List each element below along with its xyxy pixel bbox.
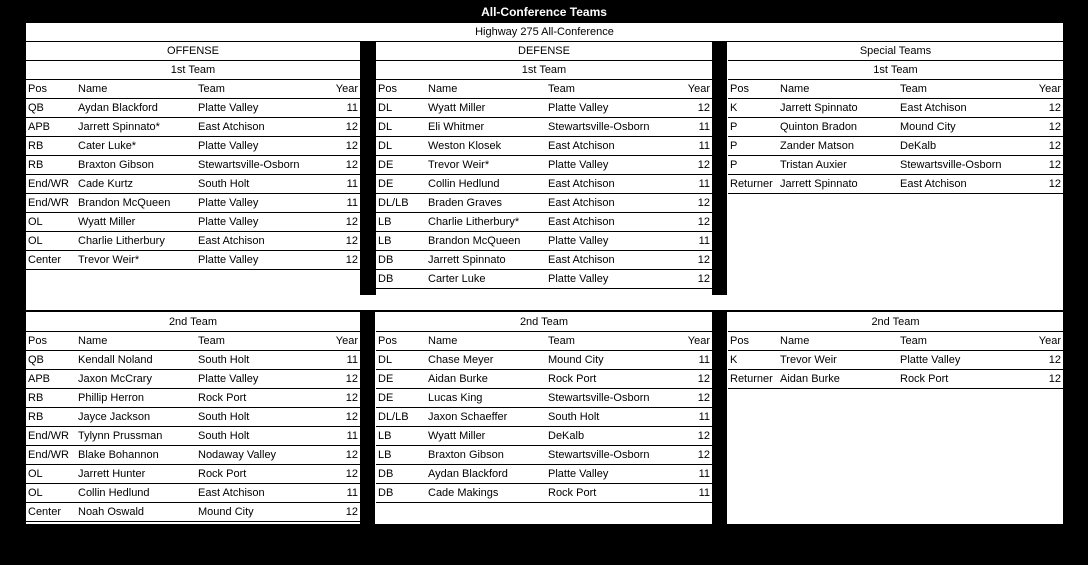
cell-year: 11 bbox=[346, 487, 358, 499]
table-row bbox=[376, 194, 712, 213]
cell-pos: DB bbox=[378, 273, 394, 285]
cell-name: Phillip Herron bbox=[78, 392, 145, 404]
table-row bbox=[26, 175, 360, 194]
cell-team: East Atchison bbox=[548, 178, 615, 190]
cell-team: East Atchison bbox=[548, 254, 615, 266]
cell-team: South Holt bbox=[198, 178, 250, 190]
cell-team: Rock Port bbox=[548, 487, 597, 499]
cell-name: Wyatt Miller bbox=[78, 216, 136, 228]
cell-pos: P bbox=[730, 121, 738, 133]
team-label: 1st Team bbox=[873, 64, 918, 76]
table-row bbox=[376, 99, 712, 118]
cell-team: East Atchison bbox=[198, 121, 265, 133]
cell-name: Eli Whitmer bbox=[428, 121, 485, 133]
cell-year: 12 bbox=[345, 506, 358, 518]
cell-pos: End/WR bbox=[28, 430, 69, 442]
cell-name: Brandon McQueen bbox=[78, 197, 171, 209]
cell-year: 12 bbox=[1048, 140, 1061, 152]
cell-pos: QB bbox=[28, 354, 44, 366]
table-row bbox=[728, 156, 1063, 175]
cell-team: Platte Valley bbox=[548, 468, 609, 480]
cell-pos: Center bbox=[28, 254, 62, 266]
column-header-year: Year bbox=[1038, 83, 1061, 95]
cell-pos: RB bbox=[28, 140, 44, 152]
cell-pos: LB bbox=[378, 235, 392, 247]
cell-team: Mound City bbox=[548, 354, 604, 366]
cell-team: Platte Valley bbox=[198, 254, 259, 266]
table-row bbox=[728, 175, 1063, 194]
defense-second-team bbox=[376, 313, 712, 503]
column-gap bbox=[360, 42, 376, 295]
table-row bbox=[26, 251, 360, 270]
cell-year: 11 bbox=[346, 354, 358, 366]
cell-year: 12 bbox=[345, 216, 358, 228]
column-header-row bbox=[376, 80, 712, 99]
cell-name: Charlie Litherbury bbox=[78, 235, 165, 247]
table-row bbox=[26, 232, 360, 251]
table-row bbox=[26, 99, 360, 118]
cell-pos: DL/LB bbox=[378, 411, 409, 423]
cell-pos: End/WR bbox=[28, 178, 69, 190]
table-row bbox=[376, 484, 712, 503]
cell-team: East Atchison bbox=[198, 487, 265, 499]
cell-name: Tylynn Prussman bbox=[78, 430, 163, 442]
column-header-row bbox=[26, 332, 360, 351]
cell-team: Platte Valley bbox=[548, 273, 609, 285]
cell-year: 11 bbox=[346, 178, 358, 190]
cell-name: Collin Hedlund bbox=[78, 487, 150, 499]
cell-name: Noah Oswald bbox=[78, 506, 145, 518]
cell-year: 11 bbox=[698, 178, 710, 190]
cell-year: 12 bbox=[345, 468, 358, 480]
cell-team: Platte Valley bbox=[548, 102, 609, 114]
cell-name: Weston Klosek bbox=[428, 140, 502, 152]
table-row bbox=[376, 370, 712, 389]
table-row bbox=[376, 446, 712, 465]
cell-name: Jarrett Spinnato bbox=[780, 178, 858, 190]
cell-year: 12 bbox=[697, 254, 710, 266]
cell-year: 12 bbox=[345, 235, 358, 247]
special-first-table bbox=[728, 42, 1063, 194]
cell-name: Zander Matson bbox=[780, 140, 854, 152]
cell-pos: DB bbox=[378, 254, 394, 266]
cell-pos: LB bbox=[378, 216, 392, 228]
column-header-pos: Pos bbox=[378, 83, 397, 95]
cell-year: 12 bbox=[697, 449, 710, 461]
cell-name: Jaxon McCrary bbox=[78, 373, 152, 385]
cell-team: Platte Valley bbox=[198, 197, 259, 209]
cell-pos: APB bbox=[28, 121, 51, 133]
cell-team: Rock Port bbox=[900, 373, 949, 385]
cell-name: Wyatt Miller bbox=[428, 102, 486, 114]
cell-pos: K bbox=[730, 354, 738, 366]
cell-year: 12 bbox=[345, 121, 358, 133]
table-row bbox=[26, 465, 360, 484]
table-row bbox=[26, 389, 360, 408]
cell-name: Jarrett Hunter bbox=[78, 468, 146, 480]
cell-pos: RB bbox=[28, 392, 44, 404]
table-row bbox=[26, 156, 360, 175]
table-row bbox=[26, 446, 360, 465]
cell-year: 12 bbox=[1048, 102, 1061, 114]
column-gap bbox=[712, 42, 727, 295]
special-second-table bbox=[728, 313, 1063, 389]
cell-year: 12 bbox=[697, 273, 710, 285]
cell-team: Nodaway Valley bbox=[198, 449, 277, 461]
cell-team: Platte Valley bbox=[198, 373, 259, 385]
table-row bbox=[26, 503, 360, 522]
offense-heading: OFFENSE bbox=[167, 45, 219, 57]
conference-subtitle: Highway 275 All-Conference bbox=[26, 23, 1063, 42]
cell-team: South Holt bbox=[198, 354, 250, 366]
cell-name: Charlie Litherbury* bbox=[428, 216, 520, 228]
cell-team: East Atchison bbox=[548, 216, 615, 228]
table-row bbox=[376, 408, 712, 427]
cell-pos: DE bbox=[378, 373, 394, 385]
special-first-team bbox=[728, 42, 1063, 194]
column-header-pos: Pos bbox=[28, 335, 47, 347]
defense-heading: DEFENSE bbox=[518, 45, 570, 57]
cell-team: East Atchison bbox=[198, 235, 265, 247]
defense-first-table bbox=[376, 42, 712, 289]
cell-team: Stewartsville-Osborn bbox=[198, 159, 300, 171]
cell-year: 11 bbox=[698, 487, 710, 499]
cell-name: Trevor Weir* bbox=[78, 254, 140, 266]
cell-pos: DE bbox=[378, 178, 394, 190]
table-row bbox=[728, 370, 1063, 389]
cell-name: Jayce Jackson bbox=[78, 411, 151, 423]
column-header-row bbox=[376, 332, 712, 351]
section-divider bbox=[26, 310, 1063, 312]
cell-team: Platte Valley bbox=[548, 235, 609, 247]
cell-name: Aydan Blackford bbox=[78, 102, 158, 114]
cell-team: East Atchison bbox=[900, 102, 967, 114]
table-row bbox=[376, 118, 712, 137]
cell-year: 11 bbox=[346, 430, 358, 442]
column-header-year: Year bbox=[1038, 335, 1061, 347]
cell-team: Rock Port bbox=[548, 373, 597, 385]
cell-team: Stewartsville-Osborn bbox=[900, 159, 1002, 171]
cell-team: Stewartsville-Osborn bbox=[548, 449, 650, 461]
column-gap bbox=[712, 311, 727, 524]
column-header-name: Name bbox=[428, 83, 458, 95]
cell-year: 12 bbox=[345, 140, 358, 152]
cell-name: Tristan Auxier bbox=[780, 159, 847, 171]
cell-team: Platte Valley bbox=[198, 216, 259, 228]
cell-name: Cater Luke* bbox=[78, 140, 137, 152]
column-header-pos: Pos bbox=[28, 83, 47, 95]
cell-pos: RB bbox=[28, 411, 44, 423]
table-row bbox=[376, 427, 712, 446]
page-title: All-Conference Teams bbox=[481, 5, 607, 19]
column-header-name: Name bbox=[78, 83, 108, 95]
cell-pos: LB bbox=[378, 430, 392, 442]
column-header-row bbox=[728, 80, 1063, 99]
cell-name: Blake Bohannon bbox=[78, 449, 159, 461]
cell-pos: OL bbox=[28, 468, 43, 480]
table-row bbox=[728, 137, 1063, 156]
table-row bbox=[26, 213, 360, 232]
cell-pos: OL bbox=[28, 235, 43, 247]
cell-pos: DL bbox=[378, 354, 393, 366]
special-heading: Special Teams bbox=[859, 45, 932, 57]
offense-second-table bbox=[26, 313, 360, 522]
table-row bbox=[728, 118, 1063, 137]
defense-first-team bbox=[376, 42, 712, 289]
column-header-team: Team bbox=[198, 335, 225, 347]
table-row bbox=[26, 427, 360, 446]
offense-second-team bbox=[26, 313, 360, 522]
cell-name: Braxton Gibson bbox=[428, 449, 504, 461]
cell-year: 12 bbox=[345, 373, 358, 385]
cell-year: 12 bbox=[1048, 354, 1061, 366]
team-label: 1st Team bbox=[170, 64, 216, 76]
cell-name: Jarrett Spinnato* bbox=[78, 121, 160, 133]
cell-team: Platte Valley bbox=[548, 159, 609, 171]
cell-team: East Atchison bbox=[900, 178, 967, 190]
column-header-row bbox=[728, 332, 1063, 351]
cell-pos: RB bbox=[28, 159, 44, 171]
cell-name: Quinton Bradon bbox=[780, 121, 858, 133]
cell-year: 12 bbox=[697, 102, 710, 114]
team-label: 2nd Team bbox=[519, 316, 569, 328]
special-second-team bbox=[728, 313, 1063, 389]
cell-team: Platte Valley bbox=[198, 102, 259, 114]
table-row bbox=[26, 351, 360, 370]
cell-name: Aidan Burke bbox=[780, 373, 840, 385]
cell-team: Platte Valley bbox=[900, 354, 961, 366]
cell-pos: LB bbox=[378, 449, 392, 461]
cell-team: Rock Port bbox=[198, 468, 247, 480]
cell-name: Chase Meyer bbox=[428, 354, 494, 366]
table-row bbox=[376, 351, 712, 370]
team-label: 1st Team bbox=[521, 64, 567, 76]
table-row bbox=[26, 484, 360, 503]
cell-name: Aydan Blackford bbox=[428, 468, 508, 480]
cell-pos: DL bbox=[378, 140, 393, 152]
table-row bbox=[376, 156, 712, 175]
column-header-name: Name bbox=[780, 335, 810, 347]
cell-pos: Returner bbox=[730, 373, 773, 385]
table-row bbox=[376, 389, 712, 408]
cell-team: Platte Valley bbox=[198, 140, 259, 152]
cell-team: East Atchison bbox=[548, 197, 615, 209]
cell-name: Lucas King bbox=[428, 392, 483, 404]
table-row bbox=[376, 232, 712, 251]
cell-year: 11 bbox=[698, 354, 710, 366]
cell-pos: P bbox=[730, 159, 738, 171]
column-header-pos: Pos bbox=[378, 335, 397, 347]
cell-year: 11 bbox=[698, 140, 710, 152]
table-row bbox=[376, 270, 712, 289]
cell-team: South Holt bbox=[548, 411, 600, 423]
column-header-name: Name bbox=[428, 335, 458, 347]
table-row bbox=[376, 251, 712, 270]
cell-name: Cade Kurtz bbox=[78, 178, 134, 190]
column-header-name: Name bbox=[78, 335, 108, 347]
cell-name: Brandon McQueen bbox=[428, 235, 521, 247]
cell-pos: K bbox=[730, 102, 738, 114]
cell-year: 11 bbox=[698, 235, 710, 247]
cell-name: Jarrett Spinnato bbox=[428, 254, 506, 266]
cell-year: 12 bbox=[697, 216, 710, 228]
cell-name: Trevor Weir bbox=[780, 354, 837, 366]
column-header-team: Team bbox=[900, 83, 927, 95]
cell-team: East Atchison bbox=[548, 140, 615, 152]
column-header-team: Team bbox=[548, 83, 575, 95]
cell-year: 12 bbox=[345, 411, 358, 423]
cell-team: DeKalb bbox=[548, 430, 585, 442]
cell-pos: P bbox=[730, 140, 738, 152]
cell-year: 12 bbox=[345, 254, 358, 266]
offense-first-table bbox=[26, 42, 360, 270]
cell-pos: DL bbox=[378, 102, 393, 114]
table-row bbox=[376, 213, 712, 232]
column-header-row bbox=[26, 80, 360, 99]
table-row bbox=[26, 408, 360, 427]
cell-pos: DL/LB bbox=[378, 197, 409, 209]
column-header-year: Year bbox=[335, 83, 358, 95]
cell-pos: End/WR bbox=[28, 197, 69, 209]
column-gap bbox=[360, 311, 375, 524]
table-row bbox=[728, 351, 1063, 370]
cell-team: Mound City bbox=[900, 121, 956, 133]
cell-pos: APB bbox=[28, 373, 51, 385]
cell-pos: DB bbox=[378, 487, 394, 499]
cell-year: 12 bbox=[697, 159, 710, 171]
cell-pos: DL bbox=[378, 121, 393, 133]
cell-name: Cade Makings bbox=[428, 487, 499, 499]
cell-year: 11 bbox=[346, 197, 358, 209]
cell-year: 12 bbox=[345, 159, 358, 171]
cell-pos: Center bbox=[28, 506, 62, 518]
table-row bbox=[26, 370, 360, 389]
column-header-pos: Pos bbox=[730, 83, 749, 95]
cell-year: 12 bbox=[1048, 121, 1061, 133]
offense-first-team bbox=[26, 42, 360, 270]
cell-team: South Holt bbox=[198, 430, 250, 442]
table-row bbox=[26, 194, 360, 213]
cell-name: Jarrett Spinnato bbox=[780, 102, 858, 114]
cell-name: Aidan Burke bbox=[428, 373, 488, 385]
cell-year: 12 bbox=[697, 430, 710, 442]
table-row bbox=[376, 465, 712, 484]
cell-team: Mound City bbox=[198, 506, 254, 518]
cell-year: 11 bbox=[698, 468, 710, 480]
cell-pos: OL bbox=[28, 487, 43, 499]
table-row bbox=[376, 175, 712, 194]
cell-team: Stewartsville-Osborn bbox=[548, 392, 650, 404]
cell-year: 12 bbox=[345, 392, 358, 404]
team-label: 2nd Team bbox=[168, 316, 218, 328]
cell-name: Braden Graves bbox=[428, 197, 502, 209]
table-row bbox=[26, 137, 360, 156]
team-label: 2nd Team bbox=[871, 316, 920, 328]
cell-year: 12 bbox=[345, 449, 358, 461]
column-header-year: Year bbox=[335, 335, 358, 347]
cell-pos: DB bbox=[378, 468, 394, 480]
column-header-team: Team bbox=[900, 335, 927, 347]
cell-year: 12 bbox=[697, 373, 710, 385]
cell-team: Stewartsville-Osborn bbox=[548, 121, 650, 133]
cell-year: 11 bbox=[698, 121, 710, 133]
cell-name: Jaxon Schaeffer bbox=[428, 411, 508, 423]
cell-year: 12 bbox=[1048, 373, 1061, 385]
cell-team: South Holt bbox=[198, 411, 250, 423]
cell-pos: OL bbox=[28, 216, 43, 228]
cell-name: Braxton Gibson bbox=[78, 159, 154, 171]
cell-year: 11 bbox=[346, 102, 358, 114]
table-row bbox=[26, 118, 360, 137]
cell-name: Collin Hedlund bbox=[428, 178, 500, 190]
column-header-year: Year bbox=[687, 335, 710, 347]
spreadsheet bbox=[26, 23, 1063, 524]
cell-team: Rock Port bbox=[198, 392, 247, 404]
cell-pos: Returner bbox=[730, 178, 773, 190]
table-row bbox=[376, 137, 712, 156]
column-header-year: Year bbox=[687, 83, 710, 95]
column-header-team: Team bbox=[548, 335, 575, 347]
cell-year: 12 bbox=[1048, 159, 1061, 171]
cell-team: DeKalb bbox=[900, 140, 937, 152]
defense-second-table bbox=[376, 313, 712, 503]
column-header-pos: Pos bbox=[730, 335, 749, 347]
cell-year: 12 bbox=[697, 197, 710, 209]
cell-pos: QB bbox=[28, 102, 44, 114]
cell-name: Carter Luke bbox=[428, 273, 486, 285]
cell-year: 12 bbox=[1048, 178, 1061, 190]
cell-year: 11 bbox=[698, 411, 710, 423]
cell-pos: End/WR bbox=[28, 449, 69, 461]
cell-name: Wyatt Miller bbox=[428, 430, 486, 442]
table-row bbox=[728, 99, 1063, 118]
column-header-team: Team bbox=[198, 83, 225, 95]
cell-name: Trevor Weir* bbox=[428, 159, 490, 171]
column-header-name: Name bbox=[780, 83, 810, 95]
cell-year: 12 bbox=[697, 392, 710, 404]
cell-pos: DE bbox=[378, 159, 394, 171]
cell-name: Kendall Noland bbox=[78, 354, 153, 366]
cell-pos: DE bbox=[378, 392, 394, 404]
